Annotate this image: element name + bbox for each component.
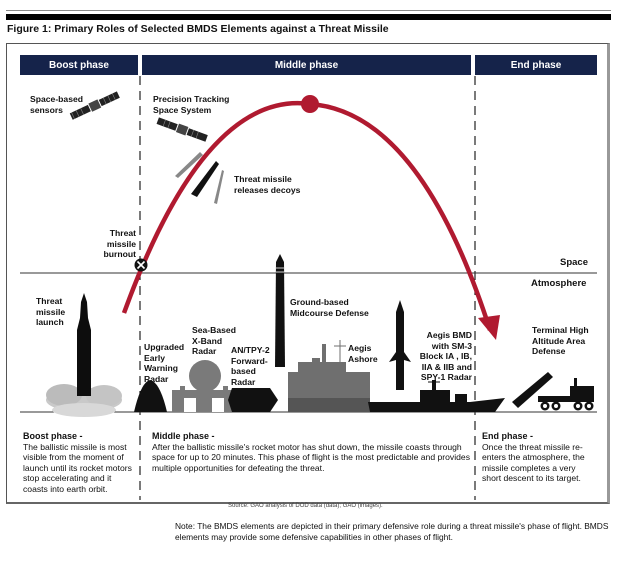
label-space-based-sensors: Space-based sensors (30, 94, 84, 115)
aegis-ship-icon (368, 380, 505, 412)
label-precision-tracking: Precision Tracking Space System (153, 94, 230, 115)
region-label-space: Space (560, 257, 588, 268)
label-gmd: Ground-based Midcourse Defense (290, 297, 369, 318)
figure-note: Note: The BMDS elements are depicted in their primary defensive role during a threat missile's phase of flight. BMDS elements may provide some defensive capabilities in other phases of flight. (175, 521, 609, 542)
region-label-atmosphere: Atmosphere (531, 278, 587, 289)
label-tpy2: AN/TPY-2 Forward- based Radar (231, 345, 270, 387)
precision-tracking-satellite-icon (156, 116, 208, 142)
burnout-x-icon (135, 259, 148, 272)
source-note: Source: GAO analysis of DOD data (data); GAO (images). (228, 503, 383, 509)
phase-header-middle: Middle phase (142, 55, 471, 75)
trajectory-arc (124, 103, 490, 330)
phase-header-boost: Boost phase (20, 55, 138, 75)
description-middle: Middle phase - After the ballistic missile's rocket motor has shut down, the missile coasts through space for up to 20 minutes. This phase of flight is the most predictable and provides multiple opportunities for defeating the threat. (152, 431, 470, 473)
apogee-marker (301, 95, 319, 113)
label-launch: Threat missile launch (36, 296, 66, 327)
label-burnout: Threat missile burnout (103, 228, 136, 259)
gmd-interceptor-icon (275, 254, 285, 367)
label-uewr: Upgraded Early Warning Radar (144, 342, 185, 384)
label-decoys: Threat missile releases decoys (234, 174, 301, 195)
figure-title: Figure 1: Primary Roles of Selected BMDS Elements against a Threat Missile (7, 23, 389, 35)
label-sbx: Sea-Based X-Band Radar (192, 325, 236, 356)
sm3-interceptor-icon (389, 300, 411, 390)
tpy2-radar-icon (228, 388, 278, 412)
label-aegis-ashore: Aegis Ashore (348, 343, 378, 364)
description-end: End phase - Once the threat missile re-enters the atmosphere, the missile completes a very short descent to its target. (482, 431, 585, 484)
label-aegis-bmd: Aegis BMD with SM-3 Block IA , IB, IIA & IIB and SPY-1 Radar (419, 330, 472, 382)
thaad-launcher-icon (512, 372, 594, 411)
label-thaad: Terminal High Altitude Area Defense (532, 325, 589, 356)
trajectory-arrowhead (478, 315, 500, 340)
description-boost: Boost phase - The ballistic missile is most visible from the moment of launch until its rocket motors stop accelerating and it coasts into earth orbit. (23, 431, 132, 494)
uewr-radar-icon (134, 380, 167, 412)
phase-header-end: End phase (475, 55, 597, 75)
